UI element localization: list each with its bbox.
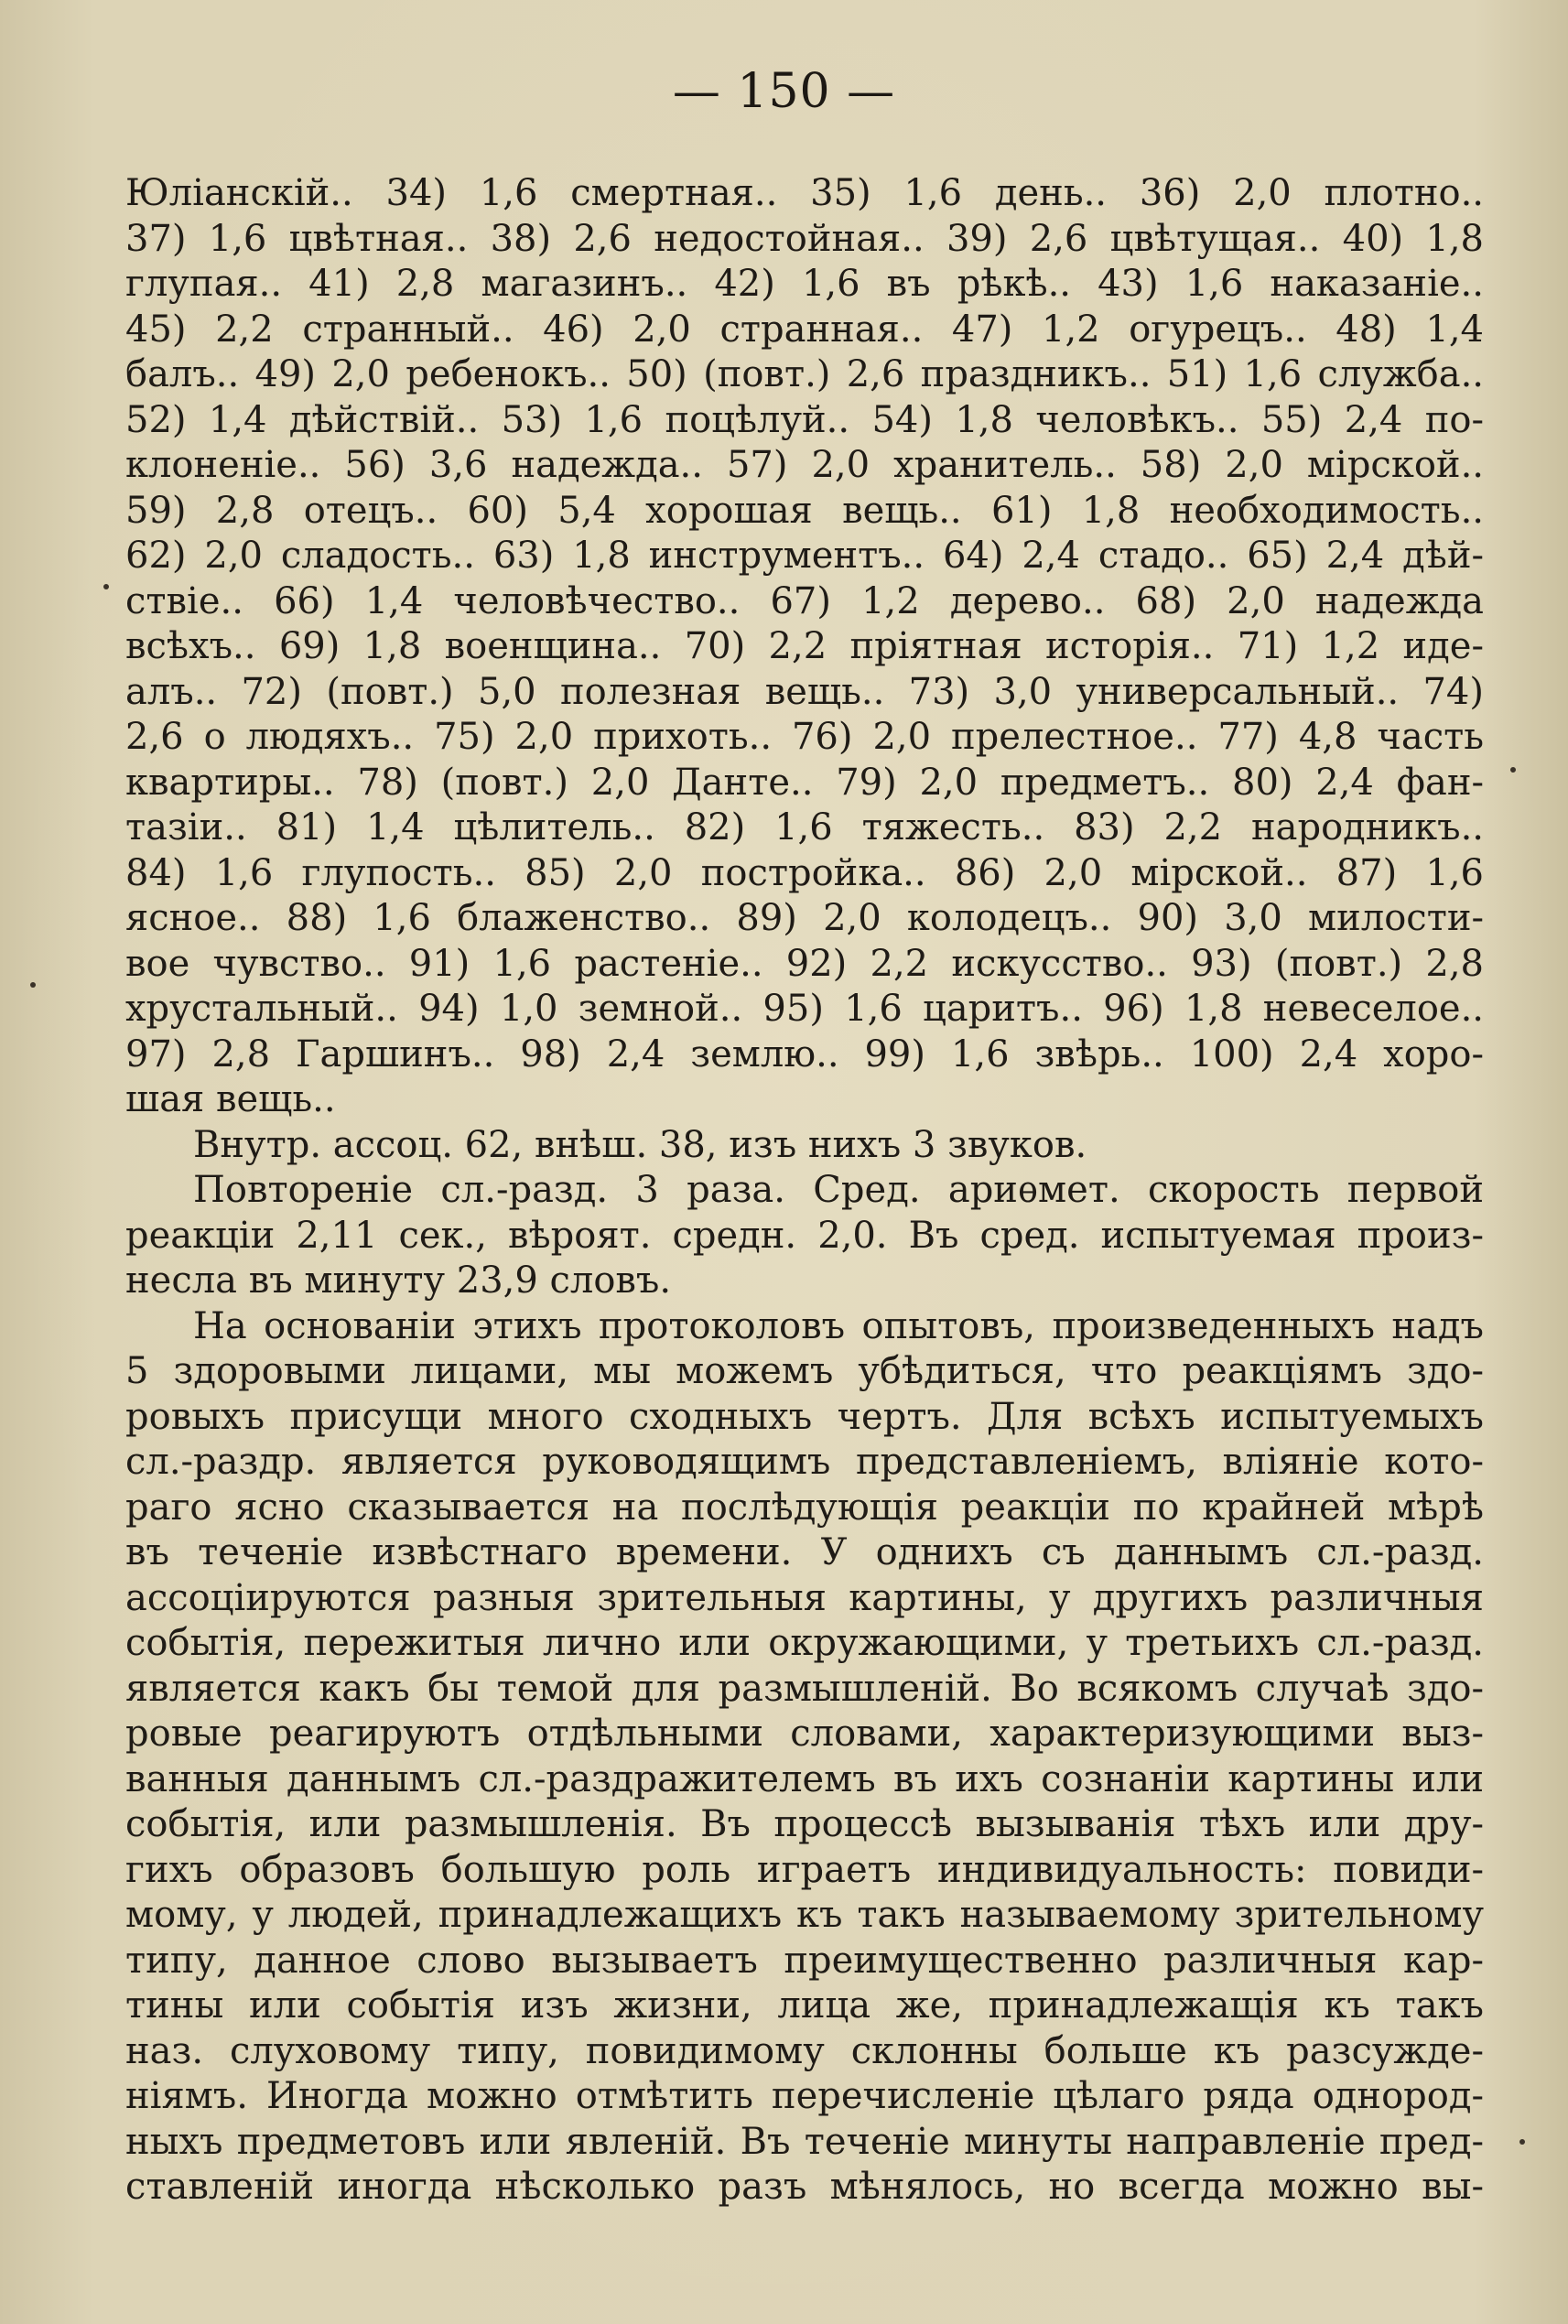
discussion-line: событія, пережитыя лично или окружающими, у третьихъ сл.-разд. [125,1622,1484,1664]
association-summary: Внутр. ассоц. 62, внѣш. 38, изъ нихъ 3 звуков. [193,1123,1087,1166]
text-line: тазіи.. 81) 1,4 цѣлитель.. 82) 1,6 тяжесть.. 83) 2,2 народникъ.. [125,806,1484,849]
text-line: 37) 1,6 цвѣтная.. 38) 2,6 недостойная.. 39) 2,6 цвѣтущая.. 40) 1,8 [125,217,1484,260]
text-line: квартиры.. 78) (повт.) 2,0 Данте.. 79) 2,0 предметъ.. 80) 2,4 фан- [125,761,1484,804]
discussion-line: мому, у людей, принадлежащихъ къ такъ называемому зрительному [125,1894,1484,1936]
paper-speck [103,584,109,589]
discussion-line: ровыхъ присущи много сходныхъ чертъ. Для всѣхъ испытуемыхъ [125,1395,1484,1438]
discussion-line: тины или событія изъ жизни, лица же, принадлежащія къ такъ [125,1984,1484,2027]
text-line: 97) 2,8 Гаршинъ.. 98) 2,4 землю.. 99) 1,6 звѣрь.. 100) 2,4 хоро- [125,1032,1484,1076]
text-line: 62) 2,0 сладость.. 63) 1,8 инструментъ.. 64) 2,4 стадо.. 65) 2,4 дѣй- [125,535,1484,577]
text-line: алъ.. 72) (повт.) 5,0 полезная вещь.. 73) 3,0 универсальный.. 74) [125,670,1484,713]
discussion-line: сл.-раздр. является руководящимъ представленіемъ, вліяніе кото- [125,1441,1484,1483]
discussion-line: ассоціируются разныя зрительныя картины, у другихъ различныя [125,1576,1484,1619]
text-line: клоненіе.. 56) 3,6 надежда.. 57) 2,0 хранитель.. 58) 2,0 мірской.. [125,444,1484,486]
text-line: 52) 1,4 дѣйствій.. 53) 1,6 поцѣлуй.. 54) 1,8 человѣкъ.. 55) 2,4 по- [125,398,1484,441]
discussion-line: наз. слуховому типу, повидимому склонны больше къ разсужде- [125,2029,1484,2072]
discussion-line: ровые реагируютъ отдѣльными словами, характеризующими выз- [125,1713,1484,1755]
discussion-line: ставленій иногда нѣсколько разъ мѣнялось, но всегда можно вы- [125,2166,1484,2208]
text-line: Юліанскій.. 34) 1,6 смертная.. 35) 1,6 день.. 36) 2,0 плотно.. [125,172,1484,214]
text-line: 59) 2,8 отецъ.. 60) 5,4 хорошая вещь.. 61) 1,8 необходимость.. [125,489,1484,532]
text-line: 84) 1,6 глупость.. 85) 2,0 постройка.. 86) 2,0 мірской.. 87) 1,6 [125,851,1484,894]
discussion-line: типу, данное слово вызываетъ преимущественно различныя кар- [125,1939,1484,1982]
page-number: — 150 — [672,64,896,119]
discussion-line: ванныя даннымъ сл.-раздражителемъ въ ихъ сознаніи картины или [125,1757,1484,1800]
text-line: глупая.. 41) 2,8 магазинъ.. 42) 1,6 въ рѣкѣ.. 43) 1,6 наказаніе.. [125,263,1484,305]
text-line: 2,6 о людяхъ.. 75) 2,0 прихоть.. 76) 2,0 прелестное.. 77) 4,8 часть [125,716,1484,758]
text-line: вое чувство.. 91) 1,6 растеніе.. 92) 2,2 искусство.. 93) (повт.) 2,8 [125,942,1484,985]
paper-speck [1519,2139,1525,2145]
discussion-line: въ теченіе извѣстнаго времени. У однихъ съ даннымъ сл.-разд. [125,1531,1484,1573]
text-line: ясное.. 88) 1,6 блаженство.. 89) 2,0 колодецъ.. 90) 3,0 милости- [125,897,1484,939]
text-line: балъ.. 49) 2,0 ребенокъ.. 50) (повт.) 2,6 праздникъ.. 51) 1,6 служба.. [125,353,1484,395]
protocol-list [125,171,1484,2211]
discussion-line: ныхъ предметовъ или явленій. Въ теченіе минуты направленіе пред- [125,2120,1484,2163]
text-line: хрустальный.. 94) 1,0 земной.. 95) 1,6 царитъ.. 96) 1,8 невеселое.. [125,988,1484,1030]
paper-speck [30,982,36,988]
text-line: ствіе.. 66) 1,4 человѣчество.. 67) 1,2 дерево.. 68) 2,0 надежда [125,579,1484,622]
discussion-line: ніямъ. Иногда можно отмѣтить перечисленіе цѣлаго ряда однород- [125,2075,1484,2117]
discussion-line: раго ясно сказывается на послѣдующія реакціи по крайней мѣрѣ [125,1486,1484,1529]
text-line: всѣхъ.. 69) 1,8 военщина.. 70) 2,2 пріятная исторія.. 71) 1,2 иде- [125,625,1484,667]
discussion-line: 5 здоровыми лицами, мы можемъ убѣдиться, что реакціямъ здо- [125,1350,1484,1392]
text-line: шая вещь.. [125,1078,336,1120]
stats-summary-line: несла въ минуту 23,9 словъ. [125,1259,672,1302]
paper-speck [1510,767,1516,773]
discussion-line: является какъ бы темой для размышленій. Во всякомъ случаѣ здо- [125,1667,1484,1710]
discussion-line: гихъ образовъ большую роль играетъ индивидуальность: повиди- [125,1848,1484,1891]
stats-summary-line: Повтореніе сл.-разд. 3 раза. Сред. ариѳмет. скорость первой [193,1169,1484,1211]
stats-summary-line: реакціи 2,11 сек., вѣроят. средн. 2,0. Въ сред. испытуемая произ- [125,1214,1484,1257]
discussion-line: На основаніи этихъ протоколовъ опытовъ, произведенныхъ надъ [193,1304,1484,1347]
discussion-line: событія, или размышленія. Въ процессѣ вызыванія тѣхъ или дру- [125,1803,1484,1845]
text-line: 45) 2,2 странный.. 46) 2,0 странная.. 47) 1,2 огурецъ.. 48) 1,4 [125,308,1484,351]
